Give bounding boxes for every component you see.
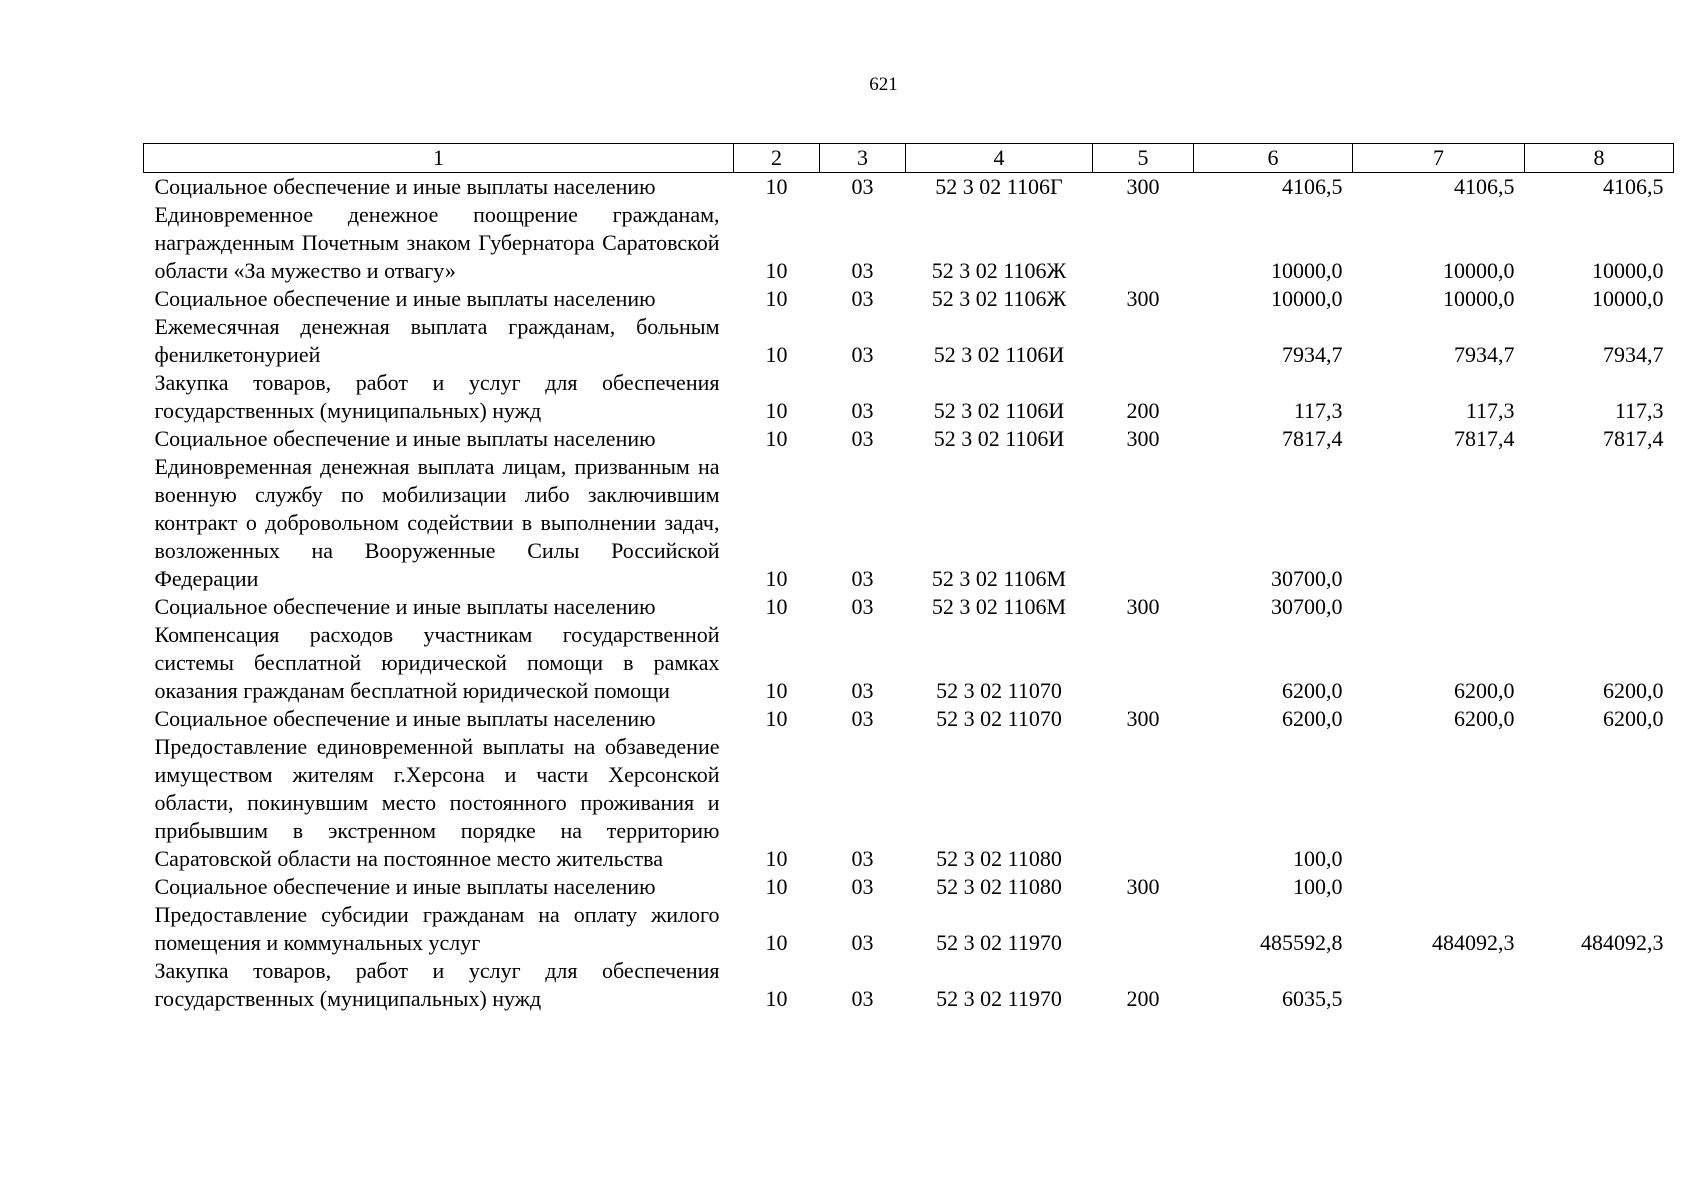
column-header-3: 3 — [820, 144, 906, 173]
row-amount-col7 — [1353, 453, 1525, 593]
row-section: 10 — [765, 426, 788, 451]
row-section: 10 — [765, 874, 788, 899]
table-row — [144, 173, 1674, 202]
row-amount-col6: 4106,5 — [1282, 174, 1343, 199]
table-row — [144, 201, 1674, 285]
row-name: Компенсация расходов участникам государственной системы бесплатной юридической помощи в рамках оказания гражданам бесплатной юридической помощи — [154, 622, 720, 703]
row-expense-type: 300 — [1126, 706, 1160, 731]
row-target-code: 52 3 02 11070 — [936, 706, 1062, 731]
row-target-code: 52 3 02 1106Ж — [931, 258, 1067, 283]
table-row — [144, 369, 1674, 425]
row-section: 10 — [765, 706, 788, 731]
row-target-code: 52 3 02 1106И — [933, 342, 1065, 367]
row-section: 10 — [765, 594, 788, 619]
row-expense-type: 200 — [1126, 986, 1160, 1011]
row-amount-col8: 7817,4 — [1603, 426, 1664, 451]
row-target-code: 52 3 02 1106Ж — [931, 286, 1067, 311]
row-expense-type — [1093, 621, 1194, 705]
row-section: 10 — [765, 286, 788, 311]
table-row — [144, 593, 1674, 621]
table-row — [144, 313, 1674, 369]
row-amount-col6: 117,3 — [1293, 398, 1343, 423]
row-name: Социальное обеспечение и иные выплаты населению — [154, 874, 656, 899]
row-section: 10 — [765, 986, 788, 1011]
row-amount-col8 — [1525, 453, 1674, 593]
row-name: Единовременная денежная выплата лицам, призванным на военную службу по мобилизации либо заключившим контракт о добровольном содействии в выполнении задач, возложенных на Вооруженные Силы Российской Федерации — [154, 454, 720, 591]
table-row — [144, 733, 1674, 873]
row-subsection: 03 — [851, 426, 874, 451]
table-row — [144, 425, 1674, 453]
row-amount-col6: 100,0 — [1293, 846, 1343, 871]
row-target-code: 52 3 02 1106Г — [935, 174, 1063, 199]
row-subsection: 03 — [851, 342, 874, 367]
row-section: 10 — [765, 678, 788, 703]
row-name: Ежемесячная денежная выплата гражданам, больным фенилкетонурией — [154, 314, 720, 367]
row-amount-col8 — [1525, 733, 1674, 873]
row-name: Предоставление единовременной выплаты на обзаведение имуществом жителям г.Херсона и части Херсонской области, покинувшим место постоянного проживания и прибывшим в экстренном порядке на территорию Саратовской области на постоянное место жительства — [154, 734, 720, 871]
row-expense-type — [1093, 313, 1194, 369]
row-amount-col7: 7817,4 — [1454, 426, 1515, 451]
table-row — [144, 957, 1674, 1013]
row-subsection: 03 — [851, 874, 874, 899]
column-header-7: 7 — [1353, 144, 1525, 173]
row-subsection: 03 — [851, 286, 874, 311]
row-amount-col6: 6035,5 — [1282, 986, 1343, 1011]
row-amount-col7 — [1353, 873, 1525, 901]
row-section: 10 — [765, 342, 788, 367]
row-name: Социальное обеспечение и иные выплаты населению — [154, 594, 656, 619]
row-expense-type: 300 — [1126, 174, 1160, 199]
table-row — [144, 453, 1674, 593]
row-expense-type — [1093, 733, 1194, 873]
row-amount-col8: 7934,7 — [1603, 342, 1664, 367]
row-target-code: 52 3 02 11970 — [936, 930, 1062, 955]
row-amount-col8 — [1525, 593, 1674, 621]
row-expense-type: 300 — [1126, 286, 1160, 311]
row-name: Единовременное денежное поощрение гражданам, награжденным Почетным знаком Губернатора Саратовской области «За мужество и отвагу» — [154, 202, 720, 283]
row-subsection: 03 — [851, 258, 874, 283]
row-target-code: 52 3 02 11080 — [936, 874, 1062, 899]
row-section: 10 — [765, 930, 788, 955]
row-amount-col7 — [1353, 733, 1525, 873]
row-amount-col8: 117,3 — [1614, 398, 1664, 423]
row-amount-col6: 6200,0 — [1282, 706, 1343, 731]
row-amount-col8: 484092,3 — [1581, 930, 1664, 955]
row-amount-col8: 6200,0 — [1603, 706, 1664, 731]
row-expense-type — [1093, 201, 1194, 285]
row-target-code: 52 3 02 1106И — [933, 398, 1065, 423]
row-subsection: 03 — [851, 986, 874, 1011]
row-name: Социальное обеспечение и иные выплаты населению — [154, 706, 656, 731]
row-section: 10 — [765, 174, 788, 199]
column-header-2: 2 — [734, 144, 820, 173]
row-amount-col7: 10000,0 — [1443, 286, 1515, 311]
row-name: Закупка товаров, работ и услуг для обеспечения государственных (муниципальных) нужд — [154, 958, 720, 1011]
row-target-code: 52 3 02 11080 — [936, 846, 1062, 871]
column-header-6: 6 — [1194, 144, 1353, 173]
header-row — [144, 144, 1674, 173]
row-name: Социальное обеспечение и иные выплаты населению — [154, 426, 656, 451]
row-amount-col6: 6200,0 — [1282, 678, 1343, 703]
row-section: 10 — [765, 846, 788, 871]
row-expense-type: 300 — [1126, 594, 1160, 619]
row-section: 10 — [765, 258, 788, 283]
row-amount-col7: 6200,0 — [1454, 678, 1515, 703]
row-expense-type: 300 — [1126, 426, 1160, 451]
row-amount-col6: 30700,0 — [1271, 566, 1343, 591]
row-target-code: 52 3 02 11070 — [936, 678, 1062, 703]
row-expense-type: 300 — [1126, 874, 1160, 899]
row-subsection: 03 — [851, 174, 874, 199]
row-target-code: 52 3 02 1106И — [933, 426, 1065, 451]
row-target-code: 52 3 02 1106М — [931, 594, 1067, 619]
row-name: Социальное обеспечение и иные выплаты населению — [154, 286, 656, 311]
page-number: 621 — [869, 74, 898, 95]
row-target-code: 52 3 02 11970 — [936, 986, 1062, 1011]
row-name: Социальное обеспечение и иные выплаты населению — [154, 174, 656, 199]
row-amount-col8 — [1525, 957, 1674, 1013]
row-amount-col6: 10000,0 — [1271, 286, 1343, 311]
row-amount-col6: 10000,0 — [1271, 258, 1343, 283]
budget-table — [143, 143, 1674, 1013]
column-header-1: 1 — [144, 144, 734, 173]
row-amount-col7: 7934,7 — [1454, 342, 1515, 367]
row-expense-type: 200 — [1126, 398, 1160, 423]
row-section: 10 — [765, 398, 788, 423]
row-subsection: 03 — [851, 398, 874, 423]
table-row — [144, 873, 1674, 901]
row-section: 10 — [765, 566, 788, 591]
row-amount-col7: 4106,5 — [1454, 174, 1515, 199]
column-header-4: 4 — [906, 144, 1093, 173]
table-row — [144, 621, 1674, 705]
row-subsection: 03 — [851, 566, 874, 591]
table-row — [144, 285, 1674, 313]
row-amount-col6: 485592,8 — [1260, 930, 1343, 955]
row-subsection: 03 — [851, 846, 874, 871]
row-amount-col8: 4106,5 — [1603, 174, 1664, 199]
row-amount-col7: 10000,0 — [1443, 258, 1515, 283]
row-amount-col7 — [1353, 593, 1525, 621]
table-row — [144, 705, 1674, 733]
row-subsection: 03 — [851, 930, 874, 955]
row-target-code: 52 3 02 1106М — [931, 566, 1067, 591]
row-subsection: 03 — [851, 678, 874, 703]
column-header-8: 8 — [1525, 144, 1674, 173]
row-amount-col6: 100,0 — [1293, 874, 1343, 899]
row-expense-type — [1093, 901, 1194, 957]
row-subsection: 03 — [851, 594, 874, 619]
row-amount-col8: 10000,0 — [1592, 258, 1664, 283]
row-amount-col8 — [1525, 873, 1674, 901]
row-amount-col6: 7934,7 — [1282, 342, 1343, 367]
row-amount-col7: 484092,3 — [1432, 930, 1515, 955]
row-amount-col6: 30700,0 — [1271, 594, 1343, 619]
row-amount-col8: 10000,0 — [1592, 286, 1664, 311]
column-header-5: 5 — [1093, 144, 1194, 173]
row-name: Закупка товаров, работ и услуг для обеспечения государственных (муниципальных) нужд — [154, 370, 720, 423]
row-subsection: 03 — [851, 706, 874, 731]
row-amount-col7 — [1353, 957, 1525, 1013]
row-amount-col7: 6200,0 — [1454, 706, 1515, 731]
row-expense-type — [1093, 453, 1194, 593]
row-amount-col6: 7817,4 — [1282, 426, 1343, 451]
table-row — [144, 901, 1674, 957]
row-name: Предоставление субсидии гражданам на оплату жилого помещения и коммунальных услуг — [154, 902, 720, 955]
row-amount-col7: 117,3 — [1465, 398, 1515, 423]
row-amount-col8: 6200,0 — [1603, 678, 1664, 703]
